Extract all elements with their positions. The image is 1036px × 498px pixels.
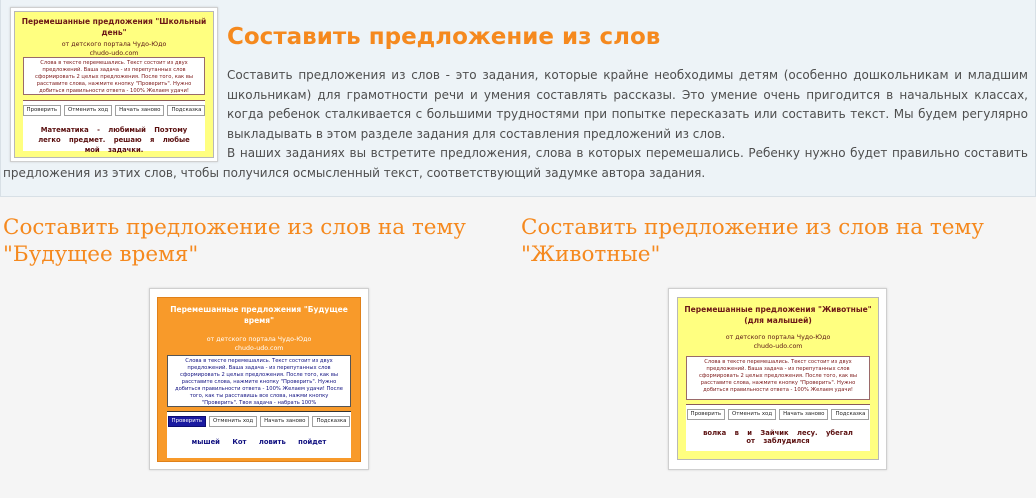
game-title: Перемешанные предложения "Животные" (для малышей)	[684, 305, 872, 325]
future-tense-heading-line1[interactable]: Составить предложение из слов на тему	[3, 215, 466, 240]
restart-button[interactable]: Начать заново	[115, 105, 164, 116]
restart-button[interactable]: Начать заново	[260, 416, 309, 427]
undo-button[interactable]: Отменить ход	[64, 105, 112, 116]
shuffled-words: волка в и Зайчик лесу. убегал от заблудился	[703, 429, 853, 445]
animals-thumbnail[interactable]	[668, 288, 887, 470]
game-buttons	[167, 416, 351, 427]
intro-paragraph-2: В наших заданиях вы встретите предложения, слова в которых перемешались. Ребенку нужно будет правильно составить предложения из этих слов, чтобы получился осмысленный текст, соответствующий задумке автора задания.	[3, 146, 1028, 180]
check-button[interactable]: Проверить	[168, 416, 207, 427]
game-site: chudo-udo.com	[234, 345, 284, 352]
restart-button[interactable]: Начать заново	[779, 409, 828, 420]
game-buttons	[686, 409, 870, 420]
game-site: chudo-udo.com	[753, 343, 803, 350]
check-button[interactable]: Проверить	[687, 409, 726, 420]
animals-heading-line1[interactable]: Составить предложение из слов на тему	[521, 215, 984, 240]
undo-button[interactable]: Отменить ход	[209, 416, 257, 427]
game-site: chudo-udo.com	[89, 50, 139, 57]
game-instructions: Слова в тексте перемешались. Текст состоит из двух предложений. Ваша задача - из перепутанных слов сформировать 2 целых предложения. После того, как вы расставите слова, нажмите кнопку "Проверить". Нужно добиться правильности ответа - 100% Желаем удачи! После того, как ты расставишь все слова, нажми кнопку "Проверить". Твоя задача - набрать 100%	[167, 355, 351, 407]
undo-button[interactable]: Отменить ход	[728, 409, 776, 420]
future-tense-heading-line2[interactable]: "Будущее время"	[3, 242, 199, 267]
game-subtitle: от детского портала Чудо-Юдо	[206, 336, 312, 343]
game-buttons	[23, 105, 205, 116]
game-title: Перемешанные предложения "Школьный день"	[21, 17, 207, 37]
shuffled-words: Математика - любимый Поэтому легко предмет. решаю я любые мой задачки.	[38, 126, 190, 154]
hint-button[interactable]: Подсказка	[312, 416, 350, 427]
animals-heading[interactable]	[521, 214, 984, 268]
school-day-thumbnail[interactable]	[10, 7, 218, 162]
page-title: Составить предложение из слов	[227, 24, 661, 50]
future-tense-game-preview	[157, 297, 361, 462]
check-button[interactable]: Проверить	[23, 105, 62, 116]
animals-heading-line2[interactable]: "Животные"	[521, 242, 661, 267]
game-subtitle: от детского портала Чудо-Юдо	[725, 334, 831, 341]
future-tense-thumbnail[interactable]	[149, 288, 369, 470]
shuffled-words: мышей Кот ловить пойдет	[191, 438, 327, 446]
game-instructions: Слова в тексте перемешались. Текст состоит из двух предложений. Ваша задача - из перепутанных слов сформировать 2 целых предложения. После того, как вы расставите слова, нажмите кнопку "Проверить". Нужно добиться правильности ответа - 100% Желаем удачи!	[686, 356, 870, 400]
hint-button[interactable]: Подсказка	[167, 105, 205, 116]
game-subtitle: от детского портала Чудо-Юдо	[61, 41, 167, 48]
animals-game-preview	[677, 297, 879, 460]
game-instructions: Слова в тексте перемешались. Текст состоит из двух предложений. Ваша задача - из перепутанных слов сформировать 2 целых предложения. После того, как вы расставите слова, нажмите кнопку "Проверить". Нужно добиться правильности ответа - 100% Желаем удачи!	[23, 57, 205, 95]
school-day-game-preview	[14, 11, 214, 158]
future-tense-heading[interactable]	[3, 214, 466, 268]
game-title: Перемешанные предложения "Будущее время"	[170, 305, 348, 325]
intro-paragraph-1: Составить предложения из слов - это задания, которые крайне необходимы детям (особенно дошкольникам и младшим школьникам) для грамотности речи и умения составлять рассказы. Это умение очень пригодится в начальных классах, когда ребенок сталкивается с большими трудностями при попытке пересказать или составить текст. Мы будем регулярно выкладывать в этом разделе задания для составления предложений из слов.	[227, 68, 1028, 141]
hint-button[interactable]: Подсказка	[831, 409, 869, 420]
